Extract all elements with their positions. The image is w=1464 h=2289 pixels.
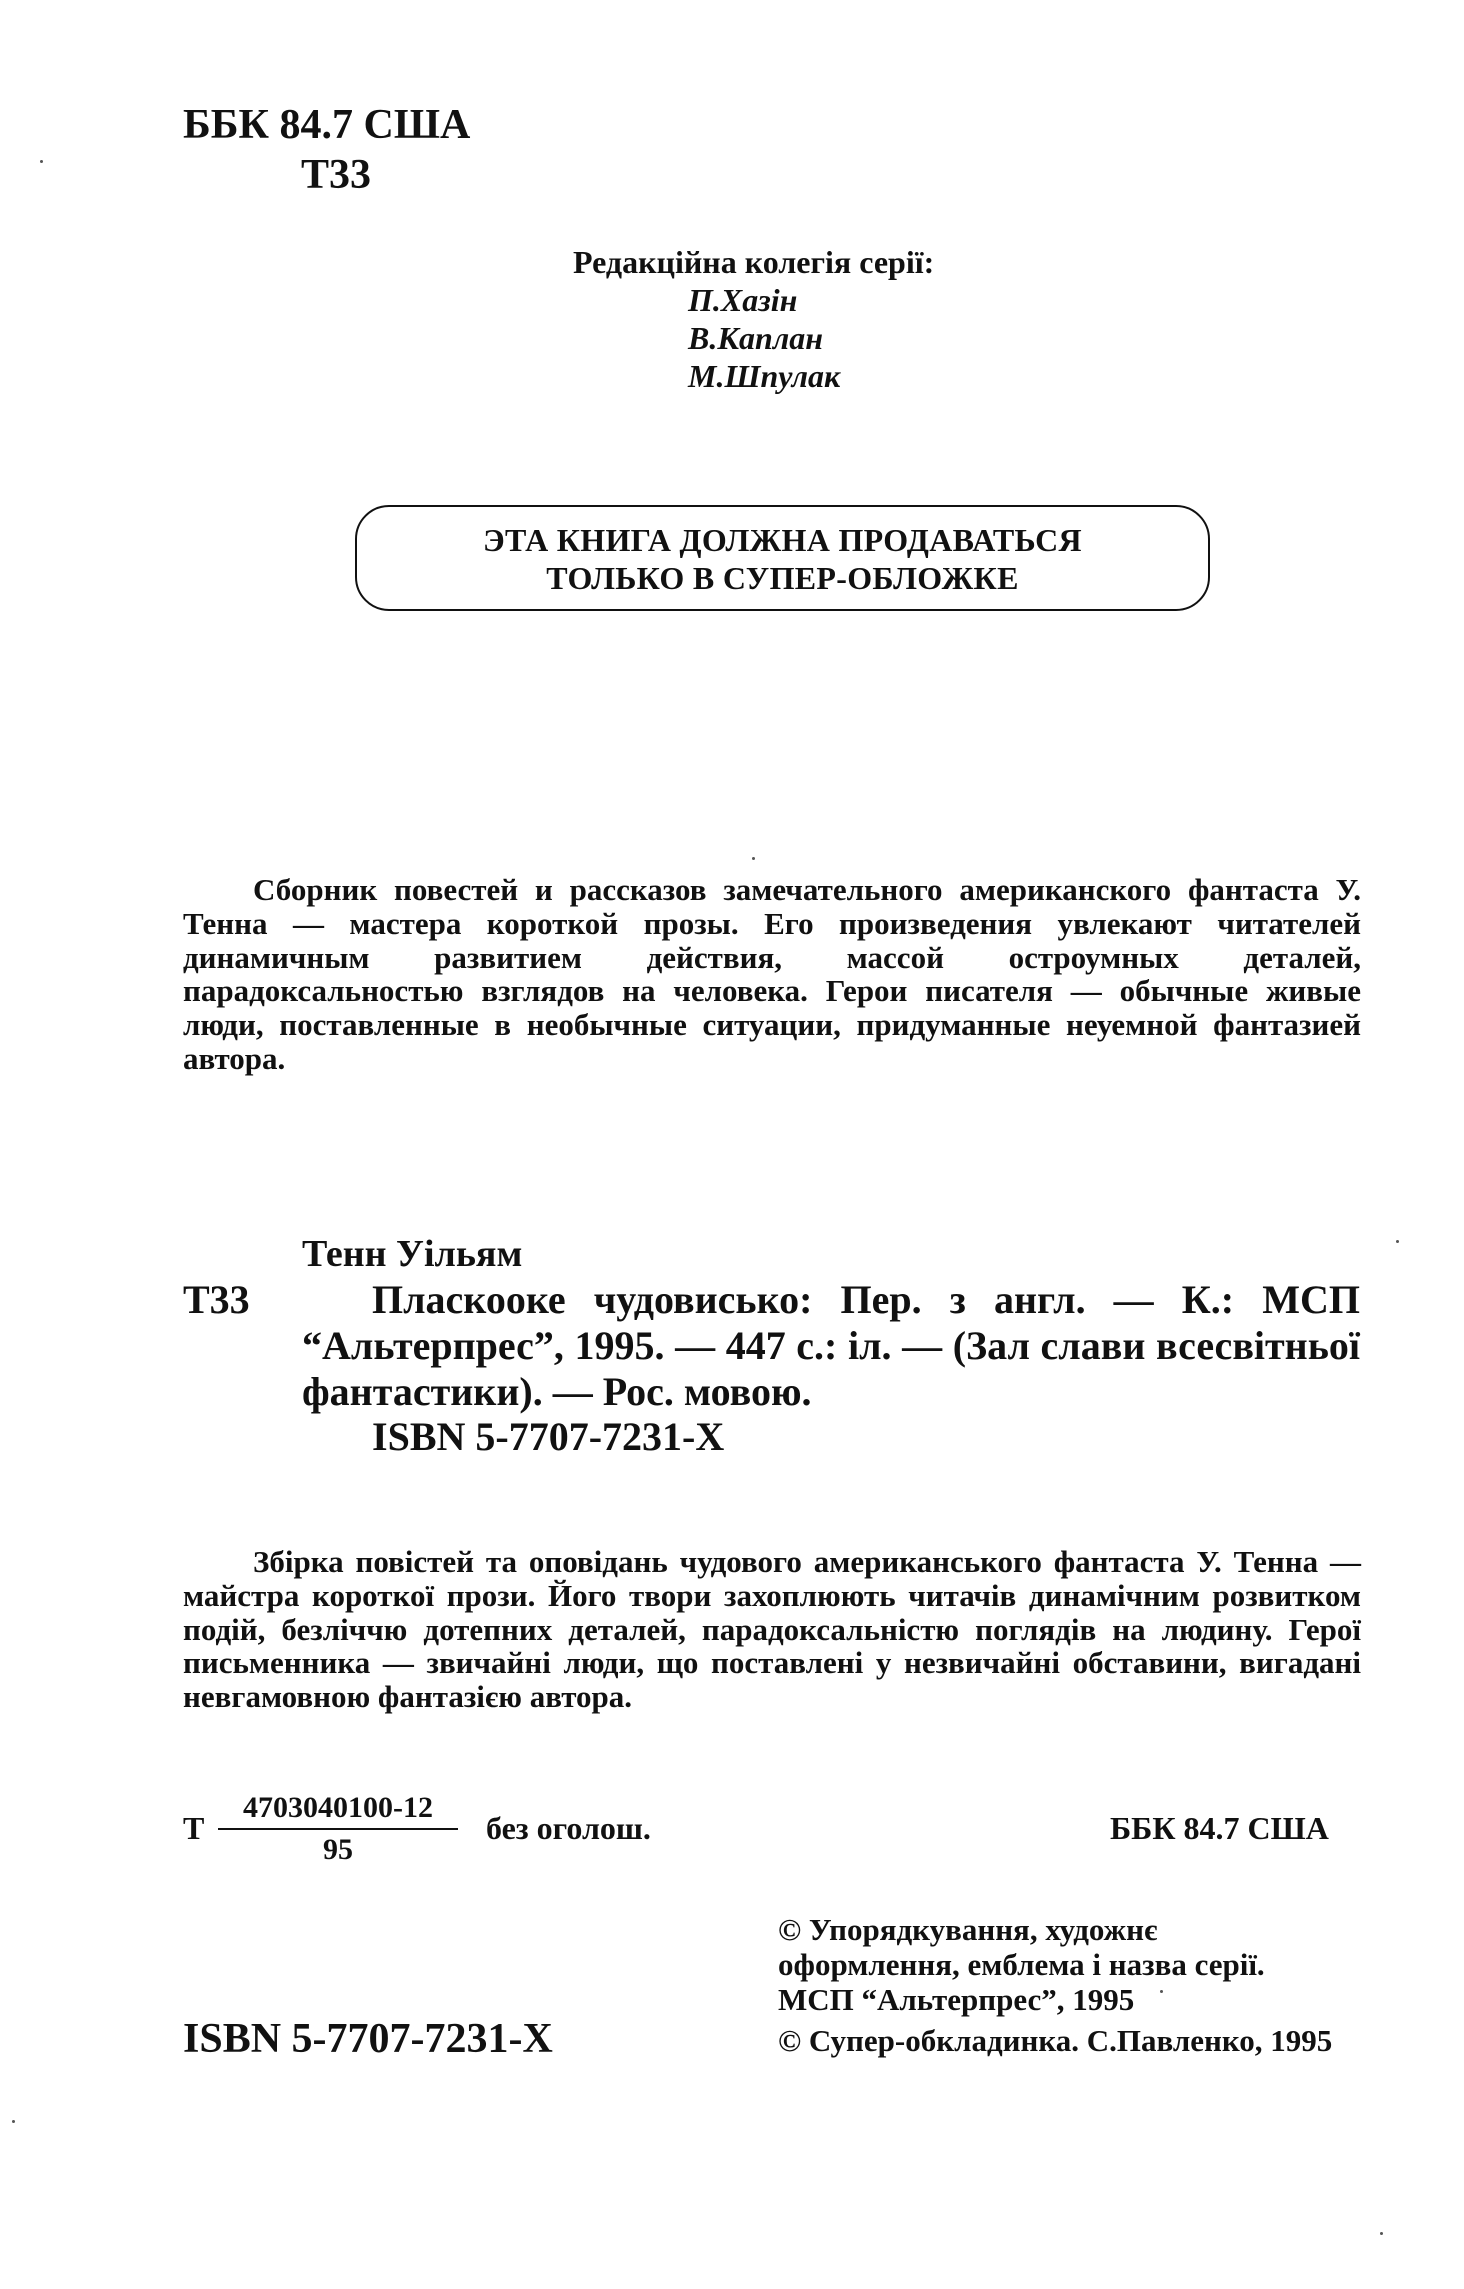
annotation-ukrainian: Збірка повістей та оповідань чудового американського фантаста У. Тенна — майстра короткої прози. Його твори захоплюють читачів динамічним розвитком подій, безліччю дотепних деталей, парадоксальністю поглядів на людину. Герої письменника — звичайні люди, що поставлені у незвичайні обставини, вигадані невгамовною фантазією автора. xyxy=(183,1544,1361,1715)
copyright-block xyxy=(778,1912,1338,2064)
author-name: Тенн Уільям xyxy=(302,1233,523,1275)
index-label: Т xyxy=(183,1810,205,1846)
index-fraction xyxy=(218,1790,458,1868)
scan-speck xyxy=(40,160,43,163)
sale-notice-box xyxy=(355,505,1210,611)
sale-notice-line: ТОЛЬКО В СУПЕР-ОБЛОЖКЕ xyxy=(546,560,1019,596)
bbk-footer: ББК 84.7 США xyxy=(1110,1810,1329,1846)
index-numerator: 4703040100-12 xyxy=(218,1790,458,1830)
catalog-isbn: ISBN 5-7707-7231-X xyxy=(372,1414,725,1459)
bibliographic-description: Пласкооке чудовисько: Пер. з англ. — К.: МСП “Альтерпрес”, 1995. — 447 с.: іл. — (Зал слави всесвітньої фантастики). — Рос. мовою. xyxy=(302,1277,1360,1414)
copyright-cover: © Супер-обкладинка. С.Павленко, 1995 xyxy=(778,2023,1333,2058)
board-member: П.Хазін xyxy=(688,282,798,318)
annotation-russian: Сборник повестей и рассказов замечательного американского фантаста У. Тенна — мастера короткой прозы. Его произведения увлекают читателей динамичным развитием действия, массой остроумных деталей, парадоксальностью взглядов на человека. Герои писателя — обычные живые люди, поставленные в необычные ситуации, придуманные неуемной фантазией автора. xyxy=(183,872,1361,1076)
scan-speck xyxy=(1396,1240,1399,1243)
board-member: В.Каплан xyxy=(688,320,824,356)
index-note: без оголош. xyxy=(486,1810,651,1846)
scan-speck xyxy=(1160,1990,1163,1993)
scan-speck xyxy=(12,2120,15,2123)
isbn-bottom: ISBN 5-7707-7231-X xyxy=(183,2016,553,2062)
index-denominator: 95 xyxy=(323,1833,353,1866)
copyright-series: © Упорядкування, художнє оформлення, емблема і назва серії. МСП “Альтерпрес”, 1995 xyxy=(778,1912,1265,2017)
editorial-board xyxy=(573,243,934,395)
bbk-code: ББК 84.7 США xyxy=(183,102,471,148)
catalog-card-code: Т33 xyxy=(183,1277,250,1322)
sale-notice-line: ЭТА КНИГА ДОЛЖНА ПРОДАВАТЬСЯ xyxy=(483,522,1082,558)
catalog-code: Т33 xyxy=(301,152,372,198)
scan-speck xyxy=(752,857,755,860)
bbk-header xyxy=(183,100,470,200)
editorial-board-members xyxy=(573,281,934,395)
editorial-board-title: Редакційна колегія серії: xyxy=(573,244,935,280)
scan-speck xyxy=(1380,2232,1383,2235)
board-member: М.Шпулак xyxy=(688,358,841,394)
